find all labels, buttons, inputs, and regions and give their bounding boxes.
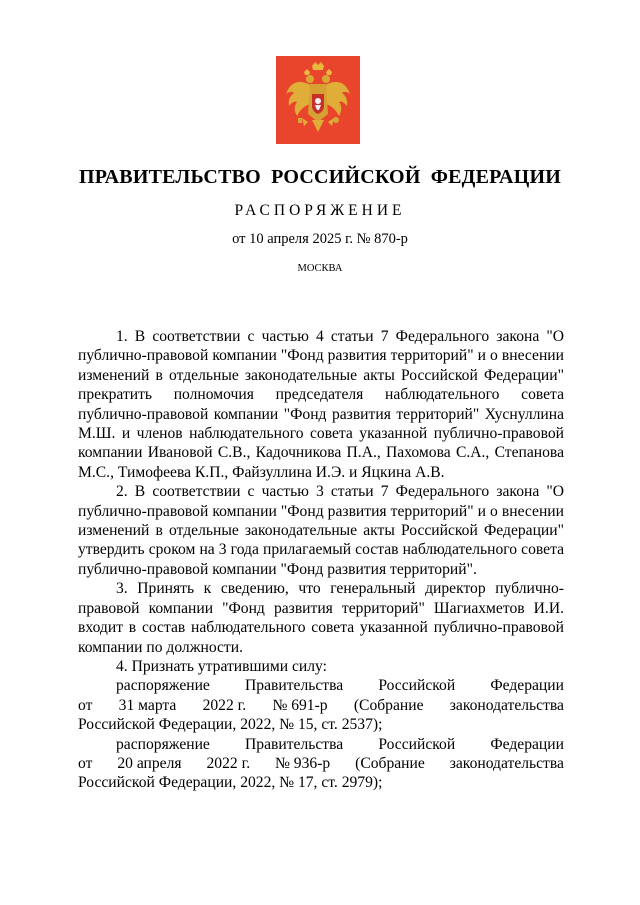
item-word: 31 марта <box>118 696 177 714</box>
item-word: (Собрание <box>355 754 425 772</box>
item-word: от <box>78 696 93 714</box>
item-word: Федерации <box>490 735 564 753</box>
repealed-item-line <box>78 754 564 773</box>
repealed-item-line <box>78 735 564 754</box>
item-word: Федерации <box>490 677 564 695</box>
paragraph-4: 4. Признать утратившими силу: <box>116 657 327 675</box>
item-word: № 691-р <box>272 696 328 714</box>
repealed-item-rest: Российской Федерации, 2022, № 17, ст. 2979); <box>78 774 383 792</box>
document-type: РАСПОРЯЖЕНИЕ <box>234 202 406 219</box>
document-date: от 10 апреля 2025 г. № 870-р <box>232 231 408 247</box>
item-word: от <box>78 754 93 772</box>
item-word: распоряжение <box>116 677 210 695</box>
item-word: Российской <box>378 735 456 753</box>
repealed-item-line <box>78 696 564 715</box>
repealed-item-rest: Российской Федерации, 2022, № 15, ст. 2537); <box>78 716 383 734</box>
item-word: 2022 г. <box>206 754 251 772</box>
document-city: МОСКВА <box>297 263 343 274</box>
paragraph-3: 3. Принять к сведению, что генеральный директор публично-правовой компании "Фонд развития территорий" Шагиахметов И.И. входит в состав наблюдательного совета указанной публично-правовой компании по должности. <box>78 580 564 656</box>
repealed-item-2 <box>78 735 564 793</box>
item-word: № 936-р <box>275 754 331 772</box>
item-word: Правительства <box>245 677 344 695</box>
item-word: законодательства <box>449 696 564 714</box>
item-word: распоряжение <box>116 735 210 753</box>
repealed-item-1 <box>78 676 564 734</box>
document-body <box>78 327 564 793</box>
item-word: Правительства <box>245 735 344 753</box>
item-word: Российской <box>378 677 456 695</box>
item-word: законодательства <box>449 754 564 772</box>
paragraph-1: 1. В соответствии с частью 4 статьи 7 Федерального закона "О публично-правовой компании "Фонд развития территорий" и о внесении изменений в отдельные законодательные акты Российской Федерации" прекратить полномочия председателя наблюдательного совета публично-правовой компании "Фонд развития территорий" Хуснуллина М.Ш. и членов наблюдательного совета указанной публично-правовой компании Ивановой С.В., Кадочникова П.А., Пахомова С.А., Степанова М.С., Тимофеева К.П., Файзуллина И.Э. и Яцкина А.В. <box>78 328 564 481</box>
paragraph-2: 2. В соответствии с частью 3 статьи 7 Федерального закона "О публично-правовой компании "Фонд развития территорий" и о внесении изменений в отдельные законодательные акты Российской Федерации" утвердить сроком на 3 года прилагаемый состав наблюдательного совета публично-правовой компании "Фонд развития территорий". <box>78 483 564 578</box>
item-word: 20 апреля <box>117 754 182 772</box>
coat-of-arms-icon <box>276 56 360 144</box>
repealed-item-line <box>78 676 564 695</box>
government-title: ПРАВИТЕЛЬСТВО РОССИЙСКОЙ ФЕДЕРАЦИИ <box>79 166 561 188</box>
item-word: 2022 г. <box>202 696 247 714</box>
item-word: (Собрание <box>353 696 424 714</box>
